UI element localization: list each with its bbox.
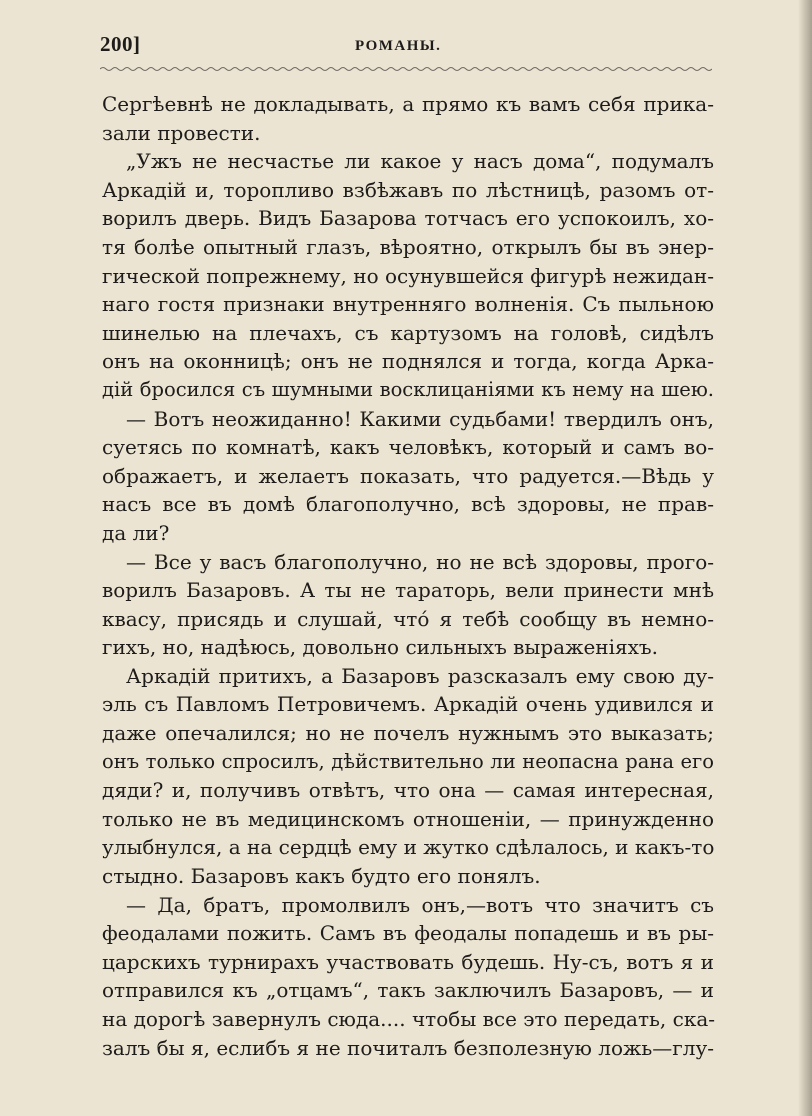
text-line: стыдно. Базаровъ какъ будто его понялъ. bbox=[102, 864, 541, 889]
text-line: тя болѣе опытный глазъ, вѣроятно, открылъ бы въ энер- bbox=[102, 234, 714, 259]
page-header bbox=[100, 30, 710, 64]
text-line: „Ужъ не несчастье ли какое у насъ дома“, подумалъ bbox=[126, 149, 714, 174]
body-text bbox=[102, 90, 714, 1062]
text-line: только не въ медицинскомъ отношеніи, — принужденно bbox=[102, 806, 714, 831]
text-line: дяди? и, получивъ отвѣтъ, что она — самая интересная, bbox=[102, 778, 714, 803]
text-line: суетясь по комнатѣ, какъ человѣкъ, который и самъ во- bbox=[102, 435, 714, 460]
decorative-wavy-rule bbox=[100, 66, 712, 72]
text-line: гической попрежнему, но осунувшейся фигурѣ нежидан- bbox=[102, 263, 714, 288]
text-line: зали провести. bbox=[102, 120, 261, 145]
text-line: отправился къ „отцамъ“, такъ заключилъ Базаровъ, — и bbox=[102, 978, 714, 1003]
text-line: ображаетъ, и желаетъ показать, что радуется.—Вѣдь у bbox=[102, 463, 714, 488]
text-line: — Да, братъ, промолвилъ онъ,—вотъ что значитъ съ bbox=[126, 892, 714, 917]
text-line: да ли? bbox=[102, 520, 170, 545]
text-line: эль съ Павломъ Петровичемъ. Аркадій очень удивился и bbox=[102, 692, 714, 717]
text-line: насъ все въ домѣ благополучно, всѣ здоровы, не прав- bbox=[102, 492, 714, 517]
page-number: 200] bbox=[100, 32, 141, 56]
text-line: Аркадій притихъ, а Базаровъ разсказалъ ему свою ду- bbox=[126, 663, 714, 688]
text-line: шинелью на плечахъ, съ картузомъ на головѣ, сидѣлъ bbox=[102, 320, 714, 345]
page-edge-shadow bbox=[798, 0, 812, 1116]
text-line: ворилъ Базаровъ. А ты не тараторь, вели принести мнѣ bbox=[102, 578, 714, 603]
text-line: Сергѣевнѣ не докладывать, а прямо къ вамъ себя прика- bbox=[102, 92, 714, 116]
text-line: наго гостя признаки внутренняго волненія. Съ пыльною bbox=[102, 292, 714, 317]
text-line: квасу, присядь и слушай, что́ я тебѣ сообщу въ немно- bbox=[102, 606, 714, 631]
text-line: Аркадій и, торопливо взбѣжавъ по лѣстницѣ, разомъ от- bbox=[102, 177, 714, 202]
text-line: феодалами пожить. Самъ въ феодалы попадешь и въ ры- bbox=[102, 921, 714, 946]
text-line: залъ бы я, еслибъ я не почиталъ безполезную ложь—глу- bbox=[102, 1035, 714, 1060]
text-line: улыбнулся, а на сердцѣ ему и жутко сдѣлалось, и какъ-то bbox=[102, 835, 715, 860]
text-line: дій бросился съ шумными восклицаніями къ нему на шею. bbox=[102, 377, 714, 401]
text-line: — Все у васъ благополучно, но не всѣ здоровы, прого- bbox=[126, 549, 714, 574]
text-line: на дорогѣ завернулъ сюда.... чтобы все это передать, ска- bbox=[102, 1007, 716, 1031]
text-line: — Вотъ неожиданно! Какими судьбами! твердилъ онъ, bbox=[126, 406, 714, 431]
text-line: даже опечалился; но не почелъ нужнымъ это выказать; bbox=[102, 721, 714, 746]
text-line: царскихъ турнирахъ участвовать будешь. Ну-съ, вотъ я и bbox=[102, 949, 714, 974]
text-line: онъ на оконницѣ; онъ не поднялся и тогда, когда Арка- bbox=[102, 349, 714, 374]
text-line: онъ только спросилъ, дѣйствительно ли неопасна рана его bbox=[102, 749, 714, 773]
text-line: гихъ, но, надѣюсь, довольно сильныхъ выраженіяхъ. bbox=[102, 635, 659, 660]
running-head: РОМАНЫ. bbox=[355, 38, 442, 54]
text-line: ворилъ дверь. Видъ Базарова тотчасъ его успокоилъ, хо- bbox=[102, 206, 714, 231]
